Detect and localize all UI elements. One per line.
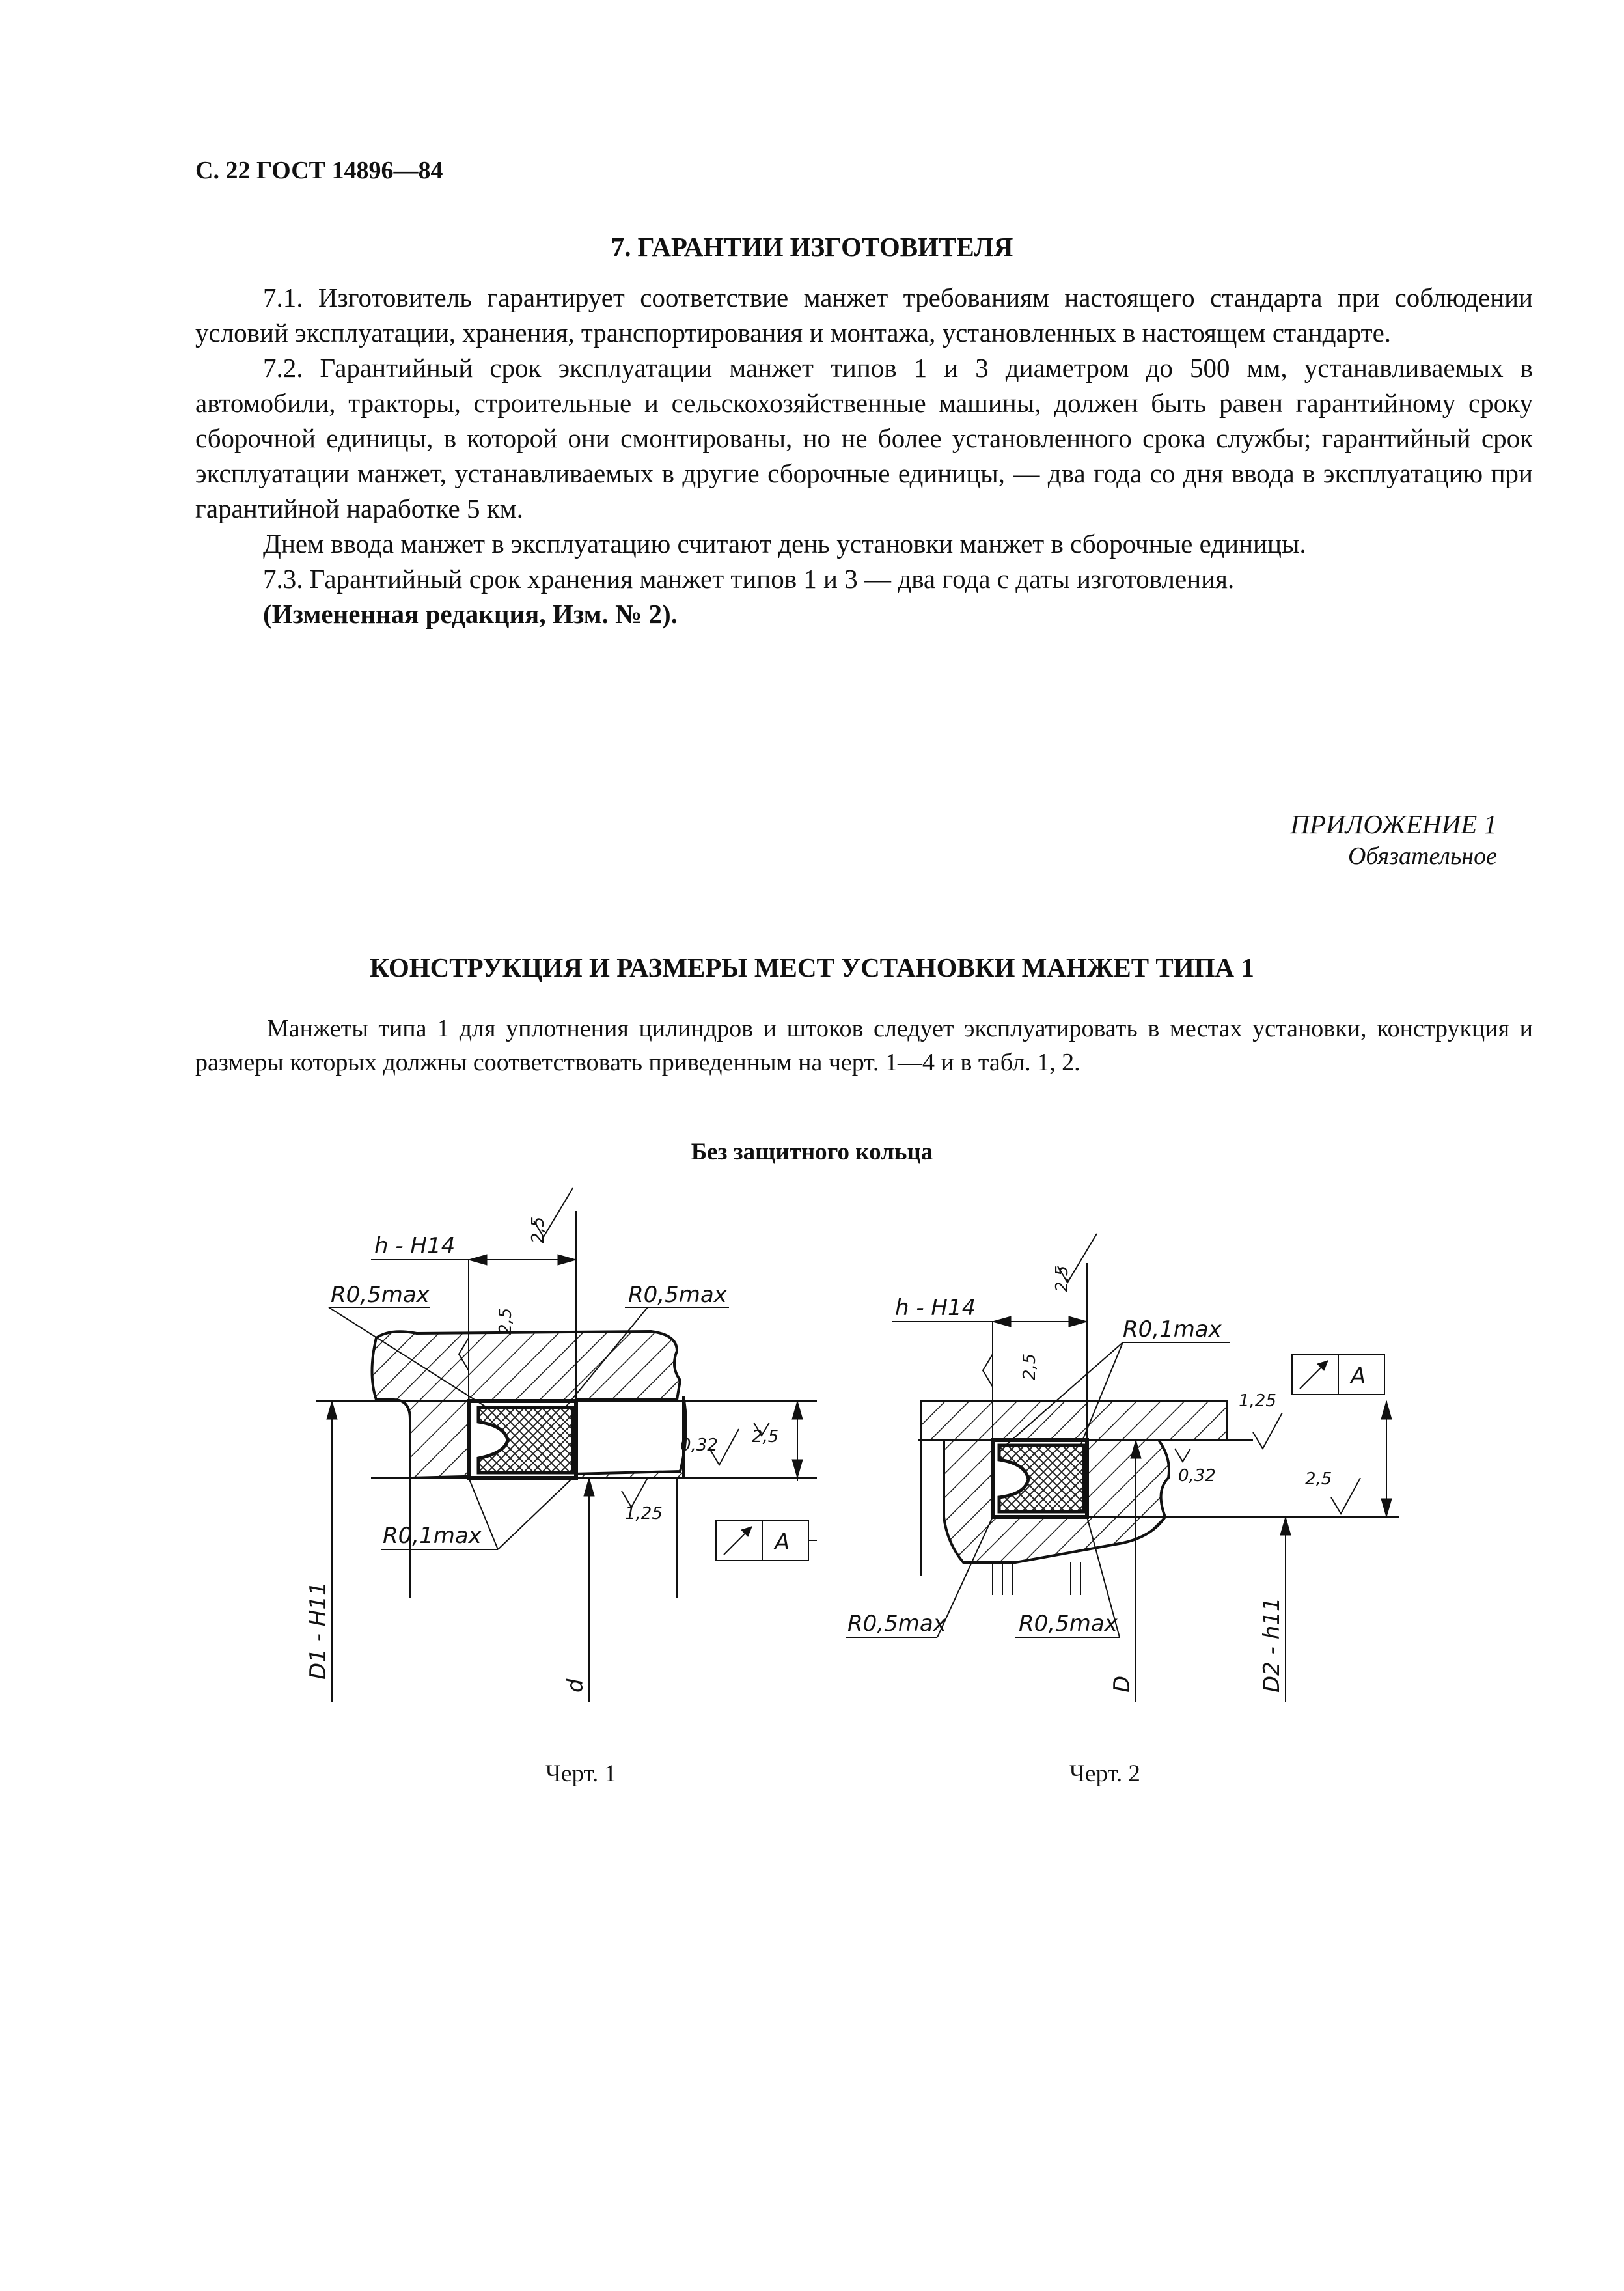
- paragraph-7-3: 7.3. Гарантийный срок хранения манжет типов 1 и 3 — два года с даты изготовления.: [263, 564, 1235, 594]
- d2-width-label: h - H14: [895, 1295, 976, 1321]
- d2-rough-far: 2,5: [1305, 1469, 1332, 1489]
- paragraph-7-2: 7.2. Гарантийный срок эксплуатации манжет типов 1 и 3 диаметром до 500 мм, устанавливаемых в автомобили, тракторы, строительные и сельскохозяйственные машины, должен быть равен гарантийному сроку сборочной единицы, в которой они смонтированы, но не более установленного срока службы; гарантийный срок эксплуатации манжет, устанавливаемых в другие сборочные единицы, — два года со дня ввода в эксплуатацию при гарантийной наработке 5 км.: [195, 353, 1533, 523]
- drawing-2-caption: Черт. 2: [1069, 1760, 1140, 1787]
- d1-radius-left-label: R0,5max: [331, 1282, 430, 1308]
- d1-dia-inner: d: [562, 1678, 588, 1693]
- d2-radius-br-label: R0,5max: [1019, 1611, 1118, 1637]
- d1-rough-groove: 0,32: [680, 1436, 718, 1455]
- d1-dia-outer: D1 - H11: [305, 1581, 331, 1680]
- d2-radius-top-label: R0,1max: [1123, 1316, 1222, 1342]
- d1-rough-top: 2,5: [529, 1216, 548, 1243]
- d1-rough-inner: 2,5: [496, 1307, 516, 1335]
- d2-rough-inner: 2,5: [1020, 1353, 1039, 1380]
- d2-dia-outer: D: [1109, 1675, 1135, 1693]
- d2-rough-top: 2,5: [1053, 1265, 1072, 1292]
- d1-rough-bottom: 1,25: [625, 1504, 663, 1523]
- appendix-label: ПРИЛОЖЕНИЕ 1: [1290, 809, 1497, 839]
- d1-rough-right: 2,5: [752, 1427, 779, 1447]
- d2-rough-right: 1,25: [1239, 1391, 1276, 1411]
- drawing-1-caption: Черт. 1: [545, 1760, 616, 1787]
- appendix-status: Обязательное: [1347, 842, 1497, 870]
- d1-width-label: h - H14: [374, 1233, 456, 1259]
- drawing-1: [316, 1188, 817, 1702]
- appendix-title: КОНСТРУКЦИЯ И РАЗМЕРЫ МЕСТ УСТАНОВКИ МАНЖЕТ ТИПА 1: [370, 952, 1254, 982]
- d1-radius-bottom-label: R0,1max: [383, 1523, 482, 1549]
- d2-radius-bl-label: R0,5max: [847, 1611, 946, 1637]
- d1-datum: A: [775, 1529, 790, 1555]
- d1-radius-right-label: R0,5max: [628, 1282, 727, 1308]
- paragraph-7-1: 7.1. Изготовитель гарантирует соответствие манжет требованиям настоящего стандарта при соблюдении условий эксплуатации, хранения, транспортирования и монтажа, установленных в настоящем стандарте.: [195, 283, 1533, 348]
- amendment-note: (Измененная редакция, Изм. № 2).: [263, 599, 678, 629]
- section-title: 7. ГАРАНТИИ ИЗГОТОВИТЕЛЯ: [611, 232, 1013, 262]
- drawing-subheading: Без защитного кольца: [691, 1139, 933, 1165]
- d2-dia-inner: D2 - h11: [1259, 1597, 1285, 1693]
- paragraph-commissioning: Днем ввода манжет в эксплуатацию считают день установки манжет в сборочные единицы.: [263, 529, 1306, 559]
- appendix-paragraph: Манжеты типа 1 для уплотнения цилиндров и штоков следует эксплуатировать в местах установки, конструкция и размеры которых должны соответствовать приведенным на черт. 1—4 и в табл. 1, 2.: [195, 1015, 1533, 1076]
- d2-datum: A: [1351, 1363, 1366, 1389]
- d2-rough-groove: 0,32: [1178, 1466, 1216, 1486]
- page-header: С. 22 ГОСТ 14896—84: [195, 157, 443, 184]
